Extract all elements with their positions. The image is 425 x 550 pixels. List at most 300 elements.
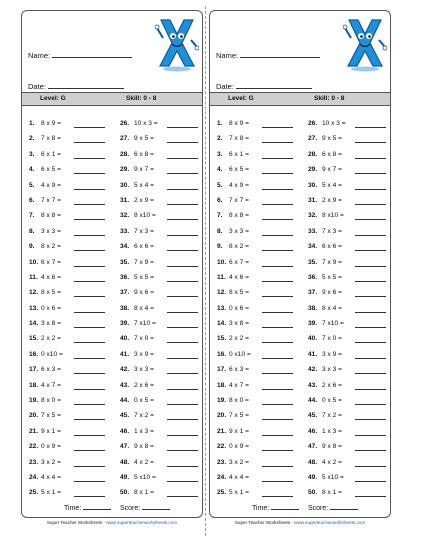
answer-blank[interactable] <box>74 321 105 328</box>
problem-expression: 8 x 8 = <box>41 212 61 220</box>
problem-expression: 4 x 4 = <box>41 473 61 481</box>
problem-number: 39. <box>308 320 318 328</box>
answer-blank[interactable] <box>74 152 105 159</box>
answer-blank[interactable] <box>74 444 105 451</box>
answer-blank[interactable] <box>74 383 105 390</box>
problem-row <box>217 212 293 227</box>
letter-x-mascot-icon <box>343 14 387 72</box>
answer-blank[interactable] <box>74 460 105 467</box>
problem-expression: 7 x 7 = <box>229 196 249 204</box>
problem-number: 36. <box>308 273 318 281</box>
problem-expression: 6 x 7 = <box>41 258 61 266</box>
problem-row <box>120 474 198 489</box>
problem-row <box>308 197 386 212</box>
answer-blank[interactable] <box>167 244 198 251</box>
name-line[interactable] <box>52 50 132 58</box>
problem-expression: 4 x 4 = <box>229 473 249 481</box>
problem-row <box>308 320 386 335</box>
problem-column-1 <box>29 120 105 505</box>
problem-row <box>308 366 386 381</box>
problem-row <box>29 135 105 150</box>
credit-text: Super Teacher Worksheets - <box>46 520 107 525</box>
problem-expression: 6 x 5 = <box>41 166 61 174</box>
problem-expression: 9 x 8 = <box>134 443 154 451</box>
answer-blank[interactable] <box>74 398 105 405</box>
problem-number: 43. <box>308 381 318 389</box>
answer-blank[interactable] <box>167 367 198 374</box>
skill-label: Skill: 0 - 8 <box>126 95 157 102</box>
problem-column-1 <box>217 120 293 505</box>
answer-blank[interactable] <box>355 290 386 297</box>
problem-expression: 3 x 3 = <box>322 366 342 374</box>
problem-row <box>120 335 198 350</box>
problem-number: 47. <box>120 443 130 451</box>
answer-blank[interactable] <box>167 413 198 420</box>
problem-row <box>120 412 198 427</box>
answer-blank[interactable] <box>355 198 386 205</box>
problem-number: 26. <box>120 120 130 127</box>
problem-row <box>29 289 105 304</box>
problem-expression: 3 x 2 = <box>229 458 249 466</box>
problem-number: 16. <box>217 350 227 358</box>
answer-blank[interactable] <box>167 152 198 159</box>
problem-expression: 6 x 1 = <box>229 150 249 158</box>
problem-row <box>120 151 198 166</box>
problem-row <box>120 382 198 397</box>
answer-blank[interactable] <box>74 183 105 190</box>
problem-row <box>29 443 105 458</box>
problem-expression: 6 x 5 = <box>229 166 249 174</box>
answer-blank[interactable] <box>262 136 293 143</box>
answer-blank[interactable] <box>167 183 198 190</box>
problem-number: 50. <box>120 489 130 497</box>
time-label: Time: <box>64 505 82 512</box>
answer-blank[interactable] <box>167 336 198 343</box>
answer-blank[interactable] <box>355 306 386 313</box>
answer-blank[interactable] <box>355 367 386 374</box>
problem-expression: 4 x 6 = <box>229 273 249 281</box>
answer-blank[interactable] <box>262 460 293 467</box>
problem-expression: 7 x 5 = <box>229 412 249 420</box>
answer-blank[interactable] <box>355 398 386 405</box>
answer-blank[interactable] <box>74 475 105 482</box>
problem-row <box>29 228 105 243</box>
problem-row <box>308 228 386 243</box>
problem-expression: 0 x 5 = <box>322 397 342 405</box>
answer-blank[interactable] <box>74 136 105 143</box>
problem-expression: 7 x10 = <box>134 320 156 328</box>
problem-number: 10. <box>217 258 227 266</box>
problem-column-2 <box>120 120 198 505</box>
problem-row <box>308 274 386 289</box>
problem-expression: 5 x10 = <box>322 473 344 481</box>
problem-number: 12. <box>29 289 39 297</box>
answer-blank[interactable] <box>355 383 386 390</box>
answer-blank[interactable] <box>355 136 386 143</box>
problem-row <box>308 335 386 350</box>
answer-blank[interactable] <box>167 213 198 220</box>
problem-expression: 2 x 6 = <box>322 381 342 389</box>
answer-blank[interactable] <box>262 275 293 282</box>
problem-row <box>120 182 198 197</box>
problem-expression: 0 x 6 = <box>229 304 249 312</box>
answer-blank[interactable] <box>262 213 293 220</box>
answer-blank[interactable] <box>167 460 198 467</box>
problem-number: 24. <box>217 473 227 481</box>
problem-expression: 6 x 1 = <box>41 150 61 158</box>
score-label: Score: <box>308 505 329 512</box>
answer-blank[interactable] <box>167 490 198 497</box>
problem-number: 50. <box>308 489 318 497</box>
date-field[interactable] <box>216 81 312 91</box>
answer-blank[interactable] <box>262 383 293 390</box>
problem-expression: 6 x 7 = <box>229 258 249 266</box>
answer-blank[interactable] <box>262 336 293 343</box>
problem-row <box>308 474 386 489</box>
problem-number: 7. <box>29 212 35 220</box>
answer-blank[interactable] <box>355 413 386 420</box>
answer-blank[interactable] <box>167 429 198 436</box>
answer-blank[interactable] <box>262 444 293 451</box>
answer-blank[interactable] <box>74 244 105 251</box>
answer-blank[interactable] <box>262 413 293 420</box>
problem-expression: 6 x 8 = <box>134 150 154 158</box>
problem-expression: 7 x 3 = <box>134 227 154 235</box>
problem-number: 10. <box>29 258 39 266</box>
level-label: Level: G <box>40 95 66 102</box>
problem-number: 3. <box>217 150 223 158</box>
problem-row <box>217 443 293 458</box>
answer-blank[interactable] <box>167 198 198 205</box>
time-field[interactable] <box>64 503 111 512</box>
answer-blank[interactable] <box>167 444 198 451</box>
answer-blank[interactable] <box>167 260 198 267</box>
problem-row <box>120 228 198 243</box>
answer-blank[interactable] <box>355 260 386 267</box>
problem-number: 25. <box>217 489 227 497</box>
answer-blank[interactable] <box>167 275 198 282</box>
problem-row <box>29 474 105 489</box>
answer-blank[interactable] <box>355 352 386 359</box>
problem-row <box>308 151 386 166</box>
answer-blank[interactable] <box>262 490 293 497</box>
problem-expression: 1 x 3 = <box>322 427 342 435</box>
problem-row <box>217 351 293 366</box>
answer-blank[interactable] <box>74 352 105 359</box>
answer-blank[interactable] <box>262 290 293 297</box>
credit-text: Super Teacher Worksheets - <box>234 520 295 525</box>
problem-expression: 9 x 7 = <box>134 166 154 174</box>
problem-number: 37. <box>120 289 130 297</box>
problem-number: 42. <box>308 366 318 374</box>
answer-blank[interactable] <box>262 306 293 313</box>
answer-blank[interactable] <box>74 290 105 297</box>
problem-row <box>29 243 105 258</box>
problem-row <box>29 397 105 412</box>
problem-row <box>120 443 198 458</box>
problem-expression: 8 x 2 = <box>229 243 249 251</box>
answer-blank[interactable] <box>74 413 105 420</box>
answer-blank[interactable] <box>355 229 386 236</box>
problem-number: 37. <box>308 289 318 297</box>
problem-expression: 5 x 4 = <box>134 181 154 189</box>
problem-number: 20. <box>217 412 227 420</box>
date-label: Date: <box>216 82 234 91</box>
problem-expression: 4 x 9 = <box>229 181 249 189</box>
problem-number: 42. <box>120 366 130 374</box>
answer-blank[interactable] <box>262 183 293 190</box>
name-line[interactable] <box>240 50 320 58</box>
answer-blank[interactable] <box>74 121 105 128</box>
problem-row <box>120 428 198 443</box>
problem-number: 27. <box>308 135 318 143</box>
answer-blank[interactable] <box>355 121 386 128</box>
answer-blank[interactable] <box>74 260 105 267</box>
problem-row <box>217 259 293 274</box>
problem-row <box>308 428 386 443</box>
problem-expression: 9 x 1 = <box>229 427 249 435</box>
answer-blank[interactable] <box>262 429 293 436</box>
answer-blank[interactable] <box>262 475 293 482</box>
problem-number: 49. <box>308 473 318 481</box>
answer-blank[interactable] <box>74 367 105 374</box>
problem-expression: 3 x 8 = <box>41 320 61 328</box>
score-line[interactable] <box>142 503 170 510</box>
date-line[interactable] <box>48 81 124 89</box>
problem-number: 48. <box>308 458 318 466</box>
problem-row <box>120 351 198 366</box>
answer-blank[interactable] <box>74 429 105 436</box>
problem-row <box>308 243 386 258</box>
answer-blank[interactable] <box>167 321 198 328</box>
problem-expression: 0 x 9 = <box>41 443 61 451</box>
answer-blank[interactable] <box>262 229 293 236</box>
credit-url-link[interactable]: www.superteacherworksheets.com <box>106 520 178 525</box>
problem-expression: 7 x 9 = <box>322 258 342 266</box>
problem-number: 40. <box>308 335 318 343</box>
problem-row <box>217 474 293 489</box>
problem-expression: 8 x 8 = <box>229 212 249 220</box>
problem-number: 1. <box>217 120 223 127</box>
problem-row <box>308 120 386 135</box>
answer-blank[interactable] <box>355 152 386 159</box>
credit-url-link[interactable]: www.superteacherworksheets.com <box>294 520 366 525</box>
problem-expression: 3 x 9 = <box>322 350 342 358</box>
problem-number: 40. <box>120 335 130 343</box>
problem-number: 6. <box>29 196 35 204</box>
answer-blank[interactable] <box>74 213 105 220</box>
problem-expression: 0 x 9 = <box>229 443 249 451</box>
problem-number: 33. <box>120 227 130 235</box>
answer-blank[interactable] <box>262 198 293 205</box>
problem-expression: 8 x 5 = <box>229 289 249 297</box>
answer-blank[interactable] <box>262 352 293 359</box>
problem-number: 28. <box>120 150 130 158</box>
answer-blank[interactable] <box>355 167 386 174</box>
answer-blank[interactable] <box>355 321 386 328</box>
problem-number: 24. <box>29 473 39 481</box>
problem-number: 32. <box>120 212 130 220</box>
answer-blank[interactable] <box>74 275 105 282</box>
problem-expression: 9 x 5 = <box>134 135 154 143</box>
answer-blank[interactable] <box>262 321 293 328</box>
problem-number: 11. <box>29 273 38 281</box>
problem-row <box>217 151 293 166</box>
answer-blank[interactable] <box>355 275 386 282</box>
problem-expression: 8 x 4 = <box>134 304 154 312</box>
problem-expression: 3 x 9 = <box>134 350 154 358</box>
problem-number: 22. <box>29 443 39 451</box>
problem-row <box>217 120 293 135</box>
problem-number: 1. <box>29 120 35 127</box>
answer-blank[interactable] <box>262 260 293 267</box>
problem-expression: 7 x 5 = <box>41 412 61 420</box>
problem-number: 23. <box>29 458 39 466</box>
name-label: Name: <box>28 51 51 60</box>
problem-number: 4. <box>217 166 223 174</box>
problem-row <box>217 243 293 258</box>
problem-row <box>217 274 293 289</box>
date-line[interactable] <box>236 81 312 89</box>
problem-expression: 3 x 3 = <box>41 227 61 235</box>
answer-blank[interactable] <box>355 490 386 497</box>
answer-blank[interactable] <box>74 167 105 174</box>
problem-number: 19. <box>29 397 39 405</box>
problem-row <box>29 151 105 166</box>
answer-blank[interactable] <box>74 490 105 497</box>
problem-expression: 5 x10 = <box>134 473 156 481</box>
problem-number: 23. <box>217 458 227 466</box>
answer-blank[interactable] <box>167 136 198 143</box>
problem-row <box>29 166 105 181</box>
problem-number: 14. <box>29 320 39 328</box>
answer-blank[interactable] <box>355 336 386 343</box>
answer-blank[interactable] <box>355 244 386 251</box>
name-field[interactable] <box>216 50 320 60</box>
problem-expression: 8 x 5 = <box>41 289 61 297</box>
problem-expression: 6 x 6 = <box>322 243 342 251</box>
problem-expression: 8 x 2 = <box>41 243 61 251</box>
time-field[interactable] <box>252 503 299 512</box>
problem-number: 13. <box>217 304 227 312</box>
answer-blank[interactable] <box>167 121 198 128</box>
problem-row <box>120 259 198 274</box>
problem-number: 13. <box>29 304 39 312</box>
answer-blank[interactable] <box>262 367 293 374</box>
time-line[interactable] <box>83 503 111 510</box>
answer-blank[interactable] <box>355 444 386 451</box>
problem-expression: 2 x 6 = <box>134 381 154 389</box>
problem-number: 43. <box>120 381 130 389</box>
problem-expression: 8 x 1 = <box>134 489 154 497</box>
level-label: Level: G <box>228 95 254 102</box>
problem-expression: 2 x 9 = <box>322 196 342 204</box>
answer-blank[interactable] <box>262 398 293 405</box>
answer-blank[interactable] <box>74 198 105 205</box>
problem-expression: 2 x 2 = <box>229 335 249 343</box>
problem-expression: 6 x 3 = <box>41 366 61 374</box>
problem-row <box>120 197 198 212</box>
problem-expression: 9 x 7 = <box>322 166 342 174</box>
time-line[interactable] <box>271 503 299 510</box>
score-field[interactable] <box>308 503 358 512</box>
answer-blank[interactable] <box>167 398 198 405</box>
problem-number: 21. <box>29 427 39 435</box>
problem-row <box>308 351 386 366</box>
answer-blank[interactable] <box>167 383 198 390</box>
problem-number: 15. <box>29 335 39 343</box>
answer-blank[interactable] <box>167 306 198 313</box>
problem-expression: 5 x 1 = <box>229 489 249 497</box>
problem-number: 39. <box>120 320 130 328</box>
answer-blank[interactable] <box>355 183 386 190</box>
problem-number: 14. <box>217 320 227 328</box>
answer-blank[interactable] <box>167 290 198 297</box>
problem-row <box>120 120 198 135</box>
name-label: Name: <box>216 51 239 60</box>
problem-row <box>308 166 386 181</box>
problem-number: 22. <box>217 443 227 451</box>
problem-row <box>29 459 105 474</box>
problem-expression: 8 x 9 = <box>229 120 249 127</box>
answer-blank[interactable] <box>355 429 386 436</box>
problem-number: 44. <box>120 397 130 405</box>
name-field[interactable] <box>28 50 132 60</box>
problem-row <box>308 382 386 397</box>
answer-blank[interactable] <box>167 229 198 236</box>
problem-number: 2. <box>217 135 223 143</box>
date-field[interactable] <box>28 81 124 91</box>
problem-expression: 5 x 1 = <box>41 489 61 497</box>
answer-blank[interactable] <box>262 121 293 128</box>
problem-number: 18. <box>217 381 227 389</box>
problem-row <box>29 274 105 289</box>
problem-number: 15. <box>217 335 227 343</box>
score-line[interactable] <box>330 503 358 510</box>
problem-expression: 9 x 1 = <box>41 427 61 435</box>
problem-row <box>29 305 105 320</box>
answer-blank[interactable] <box>74 336 105 343</box>
problem-row <box>217 397 293 412</box>
answer-blank[interactable] <box>167 352 198 359</box>
problem-expression: 0 x 6 = <box>41 304 61 312</box>
problem-expression: 5 x 5 = <box>322 273 342 281</box>
problem-row <box>29 212 105 227</box>
answer-blank[interactable] <box>262 152 293 159</box>
problem-number: 38. <box>120 304 130 312</box>
problem-expression: 6 x 3 = <box>229 366 249 374</box>
problem-number: 34. <box>308 243 318 251</box>
answer-blank[interactable] <box>262 167 293 174</box>
problem-number: 2. <box>29 135 35 143</box>
answer-blank[interactable] <box>167 167 198 174</box>
problem-expression: 8 x10 = <box>322 212 344 220</box>
answer-blank[interactable] <box>167 475 198 482</box>
problem-number: 30. <box>120 181 130 189</box>
answer-blank[interactable] <box>355 475 386 482</box>
answer-blank[interactable] <box>74 229 105 236</box>
answer-blank[interactable] <box>74 306 105 313</box>
answer-blank[interactable] <box>262 244 293 251</box>
answer-blank[interactable] <box>355 213 386 220</box>
problem-number: 17. <box>29 366 39 374</box>
problem-expression: 2 x 2 = <box>41 335 61 343</box>
answer-blank[interactable] <box>355 460 386 467</box>
score-field[interactable] <box>120 503 170 512</box>
problem-number: 12. <box>217 289 227 297</box>
problem-number: 11. <box>217 273 226 281</box>
problem-number: 5. <box>29 181 35 189</box>
